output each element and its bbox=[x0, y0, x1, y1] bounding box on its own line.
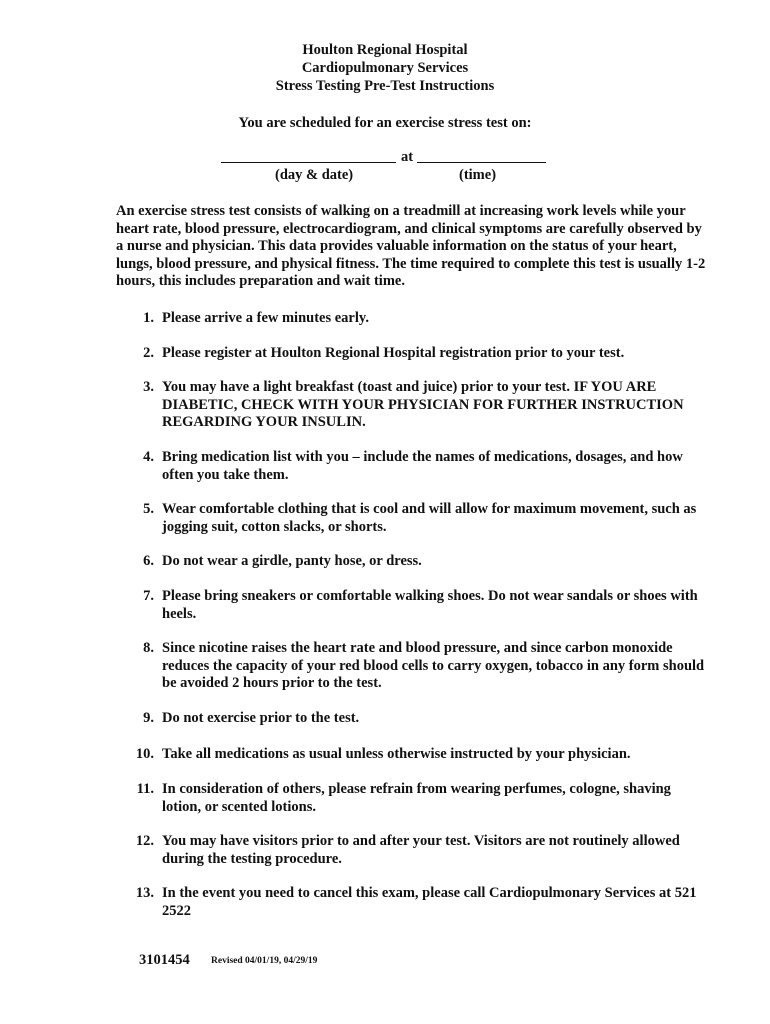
list-item-number: 4. bbox=[143, 448, 154, 465]
list-item-text: Do not wear a girdle, panty hose, or dress. bbox=[162, 553, 422, 570]
list-item-number: 2. bbox=[143, 344, 154, 361]
list-item-number: 5. bbox=[143, 501, 154, 518]
hospital-name: Houlton Regional Hospital bbox=[302, 42, 468, 58]
list-item-text: Do not exercise prior to the test. bbox=[162, 709, 360, 726]
list-item bbox=[116, 885, 706, 920]
list-item-text: You may have visitors prior to and after your test. Visitors are not routinely allowed during the testing procedure. bbox=[162, 833, 680, 867]
list-item-number: 7. bbox=[143, 587, 154, 604]
list-item-number: 12. bbox=[135, 833, 154, 850]
list-item-number: 9. bbox=[143, 709, 154, 726]
list-item bbox=[116, 379, 706, 432]
list-item-number: 10. bbox=[135, 745, 154, 762]
list-item-number: 8. bbox=[143, 640, 154, 657]
list-item-text: Bring medication list with you – include the names of medications, dosages, and how often you take them. bbox=[162, 448, 683, 483]
document-title: Stress Testing Pre-Test Instructions bbox=[275, 78, 495, 94]
time-label: (time) bbox=[459, 167, 497, 183]
list-item bbox=[116, 640, 706, 693]
schedule-text: You are scheduled for an exercise stress test on: bbox=[238, 115, 532, 131]
list-item-number: 6. bbox=[143, 553, 154, 570]
list-item-number: 3. bbox=[143, 379, 154, 396]
time-blank-line[interactable] bbox=[417, 148, 546, 163]
list-item-text: Wear comfortable clothing that is cool and will allow for maximum movement, such as jogging suit, cotton slacks, or shorts. bbox=[162, 501, 697, 535]
list-item-text: You may have a light breakfast (toast and juice) prior to your test. IF YOU ARE DIABETIC, CHECK WITH YOUR PHYSICIAN FOR FURTHER INSTRUCTION REGARDING YOUR INSULIN. bbox=[162, 379, 684, 431]
date-blank-line[interactable] bbox=[221, 148, 396, 163]
list-item bbox=[116, 553, 706, 571]
list-item-text: Please bring sneakers or comfortable walking shoes. Do not wear sandals or shoes with heels. bbox=[162, 587, 698, 622]
list-item bbox=[116, 746, 706, 764]
list-item-number: 13. bbox=[135, 885, 154, 902]
intro-paragraph: An exercise stress test consists of walking on a treadmill at increasing work levels while your heart rate, blood pressure, electrocardiogram, and clinical symptoms are carefully observed by a nurse and physician. This data provides valuable information on the status of your heart, lungs, blood pressure, and physical fitness. The time required to complete this test is usually 1-2 hours, this includes preparation and wait time. bbox=[116, 203, 706, 290]
list-item-text: Since nicotine raises the heart rate and blood pressure, and since carbon monoxide reduces the capacity of your red blood cells to carry oxygen, tobacco in any form should be avoided 2 hours prior to the test. bbox=[162, 640, 705, 692]
list-item bbox=[116, 310, 706, 328]
list-item bbox=[116, 449, 706, 484]
list-item-text: In the event you need to cancel this exam, please call Cardiopulmonary Services at 521 2522 bbox=[162, 885, 697, 920]
list-item bbox=[116, 588, 706, 623]
list-item-text: In consideration of others, please refrain from wearing perfumes, cologne, shaving lotion, or scented lotions. bbox=[162, 781, 671, 815]
list-item-text: Please arrive a few minutes early. bbox=[162, 310, 369, 326]
list-item bbox=[116, 781, 706, 816]
list-item bbox=[116, 833, 706, 868]
list-item-number: 11. bbox=[136, 781, 154, 798]
list-item bbox=[116, 710, 706, 728]
list-item bbox=[116, 345, 706, 363]
list-item bbox=[116, 501, 706, 536]
date-label: (day & date) bbox=[275, 167, 354, 183]
revision-date: Revised 04/01/19, 04/29/19 bbox=[211, 956, 318, 966]
at-text: at bbox=[401, 149, 414, 165]
form-number: 3101454 bbox=[139, 952, 190, 968]
list-item-text: Take all medications as usual unless otherwise instructed by your physician. bbox=[162, 745, 631, 762]
department-name: Cardiopulmonary Services bbox=[301, 60, 469, 76]
list-item-text: Please register at Houlton Regional Hospital registration prior to your test. bbox=[162, 344, 625, 361]
instruction-list bbox=[116, 310, 706, 921]
list-item-number: 1. bbox=[143, 310, 154, 326]
